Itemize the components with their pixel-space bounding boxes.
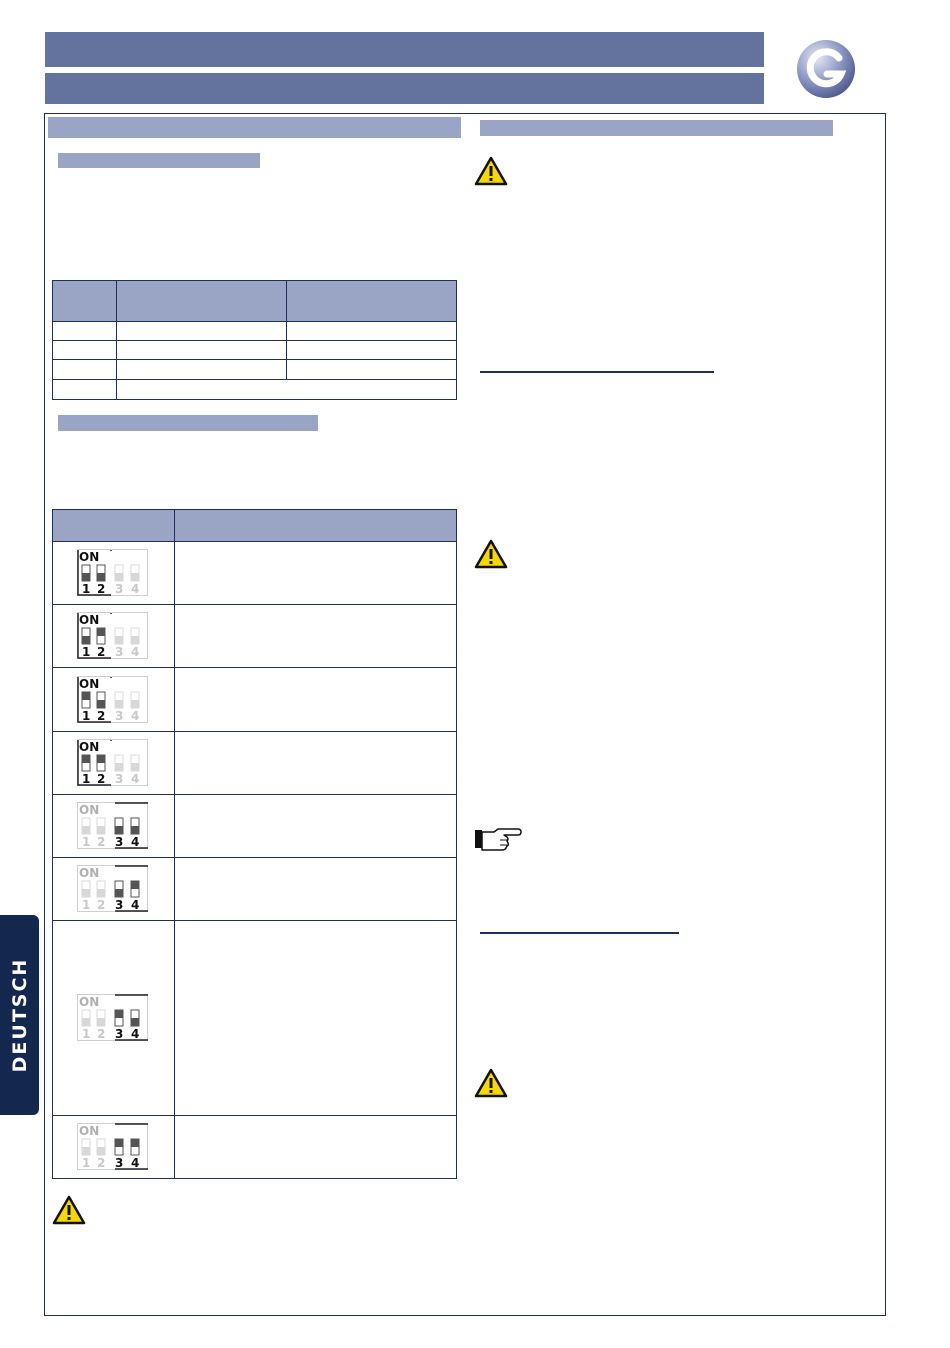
dip-switch-lever xyxy=(131,1139,139,1147)
table-1-cell xyxy=(52,379,117,400)
dip-switch-number: 2 xyxy=(97,835,106,849)
dip-switch-lever xyxy=(97,755,105,763)
table-1-header-cell xyxy=(116,280,287,322)
dip-switch-diagram xyxy=(77,549,151,597)
heading-underline xyxy=(480,371,714,373)
dip-on-label: ON xyxy=(79,866,100,880)
dip-switch-lever xyxy=(115,763,123,771)
dip-description-cell xyxy=(174,667,457,732)
dip-table-header-cell xyxy=(174,509,457,542)
dip-switch-lever xyxy=(82,1018,90,1026)
table-1-cell xyxy=(286,340,457,360)
dip-switch-number: 3 xyxy=(115,645,124,659)
dip-switch-diagram xyxy=(77,1123,151,1171)
dip-switch-lever xyxy=(131,573,139,581)
dip-switch-lever xyxy=(82,573,90,581)
dip-switch-lever xyxy=(82,889,90,897)
dip-switch-number: 4 xyxy=(131,709,140,723)
dip-switch-number: 3 xyxy=(115,1027,124,1041)
dip-switch-diagram xyxy=(77,676,151,724)
dip-switch-lever xyxy=(115,826,123,834)
dip-switch-number: 2 xyxy=(97,772,106,786)
dip-switch-number: 3 xyxy=(115,709,124,723)
dip-switch-diagram xyxy=(77,865,151,913)
table-1-header-cell xyxy=(52,280,117,322)
table-1-cell xyxy=(116,321,287,341)
dip-switch-number: 1 xyxy=(82,709,91,723)
subsection-bar-1 xyxy=(58,153,260,168)
dip-switch-number: 1 xyxy=(82,1027,91,1041)
dip-switch-number: 4 xyxy=(131,1027,140,1041)
dip-switch-lever xyxy=(115,636,123,644)
dip-switch-number: 3 xyxy=(115,835,124,849)
dip-on-label: ON xyxy=(79,1124,100,1138)
dip-switch-lever xyxy=(131,700,139,708)
dip-switch-number: 4 xyxy=(131,898,140,912)
dip-switch-lever xyxy=(82,1147,90,1155)
dip-on-label: ON xyxy=(79,550,100,564)
dip-switch-number: 4 xyxy=(131,772,140,786)
table-1-cell xyxy=(286,321,457,341)
dip-switch-number: 2 xyxy=(97,709,106,723)
dip-switch-number: 2 xyxy=(97,898,106,912)
dip-description-cell xyxy=(174,604,457,668)
dip-switch-number: 2 xyxy=(97,1027,106,1041)
table-1-cell xyxy=(286,359,457,380)
dip-switch-lever xyxy=(115,1010,123,1018)
header-bar-top xyxy=(45,32,764,67)
dip-switch-lever xyxy=(97,628,105,636)
dip-switch-lever xyxy=(97,826,105,834)
table-1-cell xyxy=(116,379,457,400)
table-1-cell xyxy=(52,359,117,380)
language-label: DEUTSCH xyxy=(8,957,31,1073)
dip-on-label: ON xyxy=(79,677,100,691)
warning-triangle-icon xyxy=(474,539,508,569)
dip-switch-lever xyxy=(131,881,139,889)
dip-switch-number: 4 xyxy=(131,1156,140,1170)
dip-on-label: ON xyxy=(79,995,100,1009)
table-1-cell xyxy=(116,359,287,380)
dip-on-label: ON xyxy=(79,740,100,754)
heading-underline xyxy=(480,932,679,934)
dip-switch-number: 4 xyxy=(131,582,140,596)
subsection-bar-2 xyxy=(58,415,318,431)
dip-switch-number: 3 xyxy=(115,1156,124,1170)
dip-description-cell xyxy=(174,731,457,795)
pointing-hand-icon xyxy=(474,826,522,852)
dip-switch-lever xyxy=(97,1018,105,1026)
dip-switch-lever xyxy=(82,755,90,763)
dip-switch-number: 4 xyxy=(131,835,140,849)
dip-switch-number: 1 xyxy=(82,835,91,849)
dip-switch-lever xyxy=(115,700,123,708)
table-1-header-cell xyxy=(286,280,457,322)
dip-description-cell xyxy=(174,794,457,858)
dip-switch-number: 3 xyxy=(115,582,124,596)
dip-switch-lever xyxy=(97,573,105,581)
dip-description-cell xyxy=(174,541,457,605)
dip-description-cell xyxy=(174,1115,457,1179)
dip-switch-number: 1 xyxy=(82,898,91,912)
warning-triangle-icon xyxy=(52,1195,86,1225)
warning-triangle-icon xyxy=(474,156,508,186)
dip-switch-lever xyxy=(82,826,90,834)
dip-switch-diagram xyxy=(77,739,151,787)
dip-switch-number: 1 xyxy=(82,645,91,659)
dip-switch-number: 3 xyxy=(115,898,124,912)
warning-triangle-icon xyxy=(474,1068,508,1098)
dip-switch-lever xyxy=(97,1147,105,1155)
dip-on-label: ON xyxy=(79,613,100,627)
dip-switch-number: 2 xyxy=(97,1156,106,1170)
table-1-cell xyxy=(52,340,117,360)
dip-switch-number: 1 xyxy=(82,582,91,596)
dip-switch-diagram xyxy=(77,612,151,660)
dip-switch-diagram xyxy=(77,802,151,850)
dip-switch-diagram xyxy=(77,994,151,1042)
dip-switch-number: 1 xyxy=(82,772,91,786)
dip-switch-lever xyxy=(131,763,139,771)
dip-switch-lever xyxy=(82,692,90,700)
dip-switch-lever xyxy=(115,573,123,581)
table-1-cell xyxy=(116,340,287,360)
dip-switch-number: 2 xyxy=(97,645,106,659)
dip-switch-lever xyxy=(115,1139,123,1147)
dip-switch-lever xyxy=(97,889,105,897)
section-bar-left xyxy=(48,117,461,138)
dip-switch-number: 3 xyxy=(115,772,124,786)
language-side-tab xyxy=(0,915,39,1115)
dip-switch-lever xyxy=(97,700,105,708)
dip-switch-lever xyxy=(131,636,139,644)
dip-description-cell xyxy=(174,857,457,921)
dip-switch-lever xyxy=(82,636,90,644)
dip-switch-lever xyxy=(115,889,123,897)
dip-switch-number: 2 xyxy=(97,582,106,596)
dip-table-header-cell xyxy=(52,509,175,542)
dip-switch-number: 4 xyxy=(131,645,140,659)
dip-switch-number: 1 xyxy=(82,1156,91,1170)
dip-description-cell xyxy=(174,920,457,1116)
header-bar-bottom xyxy=(45,73,764,104)
dip-on-label: ON xyxy=(79,803,100,817)
dip-switch-lever xyxy=(131,1018,139,1026)
section-bar-right xyxy=(480,120,833,136)
table-1-cell xyxy=(52,321,117,341)
dip-switch-lever xyxy=(131,826,139,834)
logo-icon xyxy=(795,38,857,100)
